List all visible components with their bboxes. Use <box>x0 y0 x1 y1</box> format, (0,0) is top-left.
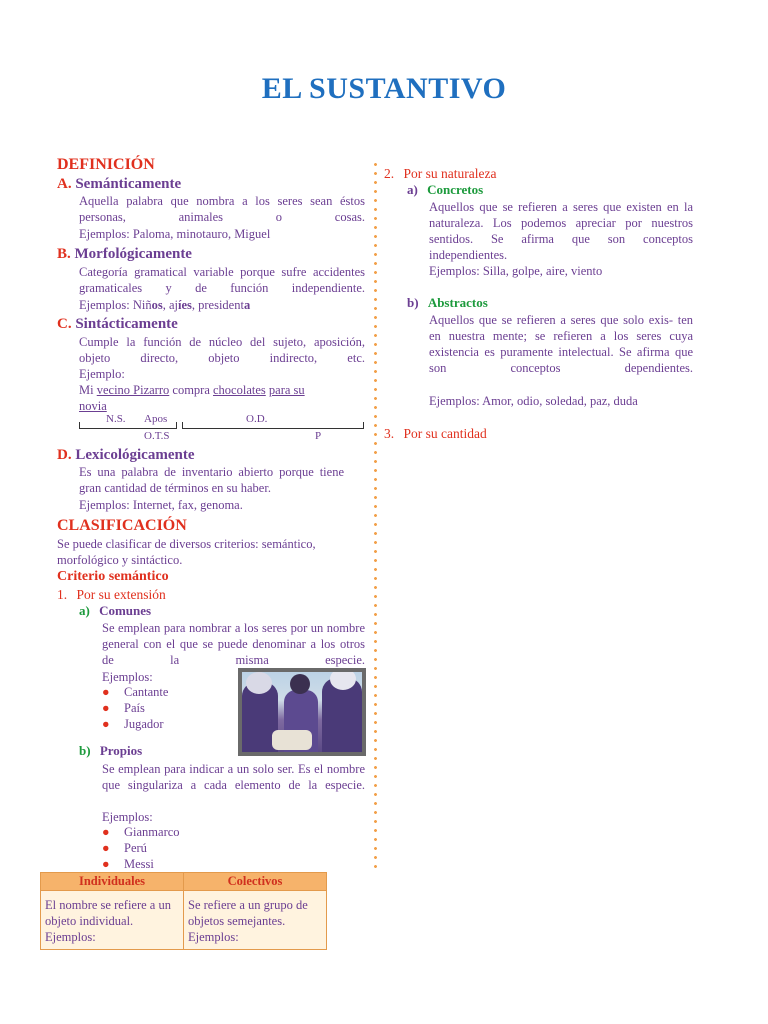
table-header-individuales: Individuales <box>41 873 184 891</box>
section-b-text: Categoría gramatical variable porque sufre accidentes gramaticales y de función independiente. <box>79 265 365 295</box>
section-a-letter: A. <box>57 176 72 192</box>
sentence-part-3: compra <box>169 383 213 397</box>
section-c-heading <box>57 316 178 333</box>
label-ots: O.T.S <box>144 430 170 442</box>
item-1-text: Por su extensión <box>76 587 166 602</box>
abstractos-title: Abstractos <box>427 295 488 310</box>
table-cell-individuales: El nombre se refiere a un objeto individual. Ejemplos: <box>41 891 184 950</box>
b-ex-ies: íes <box>177 298 192 312</box>
b-ex-mid2: , president <box>191 298 244 312</box>
section-d-heading <box>57 447 194 464</box>
table-row <box>41 891 327 950</box>
comunes-text: Se emplean para nombrar a los seres por un nombre general con el que se puede denominar a los otros de la misma especie. <box>102 621 365 667</box>
item-2-text: Por su naturaleza <box>403 166 497 181</box>
item-3-heading <box>384 426 487 442</box>
propios-item-3: ● Messi <box>102 857 154 871</box>
item-2-heading <box>384 166 496 182</box>
bullet-icon: ● <box>102 857 110 871</box>
section-a-heading <box>57 176 181 193</box>
section-c-title: Sintácticamente <box>75 316 178 332</box>
table-header-colectivos: Colectivos <box>184 873 327 891</box>
section-c-text: Cumple la función de núcleo del sujeto, aposición, objeto directo, objeto indirecto, etc. <box>79 335 365 365</box>
comunes-item-2: ● País <box>102 701 145 715</box>
propios-heading <box>79 743 142 759</box>
b-ex-mid1: , aj <box>162 298 178 312</box>
b-ex-o: os <box>151 298 163 312</box>
sentence-part-2: vecino Pizarro <box>96 383 170 397</box>
comunes-letter: a) <box>79 603 90 618</box>
heading-clasificacion: CLASIFICACIÓN <box>57 517 187 534</box>
b-ex-pre: Ejemplos: Niñ <box>79 298 152 312</box>
sentence-part-7: novia <box>79 399 107 413</box>
brace-ots <box>79 422 177 429</box>
propios-examples-label: Ejemplos: <box>102 810 153 824</box>
item-3-number: 3. <box>384 426 395 441</box>
propios-title: Propios <box>99 743 143 758</box>
comunes-item-1: ● Cantante <box>102 685 169 699</box>
section-b-heading <box>57 246 192 263</box>
bullet-icon: ● <box>102 841 110 855</box>
section-d-examples: Ejemplos: Internet, fax, genoma. <box>79 498 243 512</box>
section-b-title: Morfológicamente <box>74 246 192 262</box>
item-1-heading <box>57 587 166 603</box>
column-divider <box>374 160 377 870</box>
section-d-text: Es una palabra de inventario abierto porque tiene gran cantidad de términos en su haber. <box>79 465 344 495</box>
comunes-heading <box>79 603 151 619</box>
section-a-title: Semánticamente <box>75 176 182 192</box>
bullet-icon: ● <box>102 825 110 839</box>
item-2-number: 2. <box>384 166 395 181</box>
clasificacion-text: Se puede clasificar de diversos criterios: semántico, morfológico y sintáctico. <box>57 537 316 567</box>
sentence-part-1: Mi <box>79 383 97 397</box>
label-p: P <box>315 430 322 442</box>
bullet-icon: ● <box>102 701 110 715</box>
bullet-icon: ● <box>102 685 110 699</box>
clasificacion-table <box>40 872 327 950</box>
concretos-text: Aquellos que se refieren a seres que existen en la naturaleza. Los podemos apreciar por nuestros sentidos. Se afirma que son conceptos independientes. <box>429 200 693 262</box>
brace-predicate <box>182 422 364 429</box>
bullet-icon: ● <box>102 717 110 731</box>
item-1-number: 1. <box>57 587 68 602</box>
propios-letter: b) <box>79 743 91 758</box>
label-od: O.D. <box>246 413 268 425</box>
abstractos-heading <box>407 295 488 311</box>
b-ex-a: a <box>243 298 251 312</box>
concretos-title: Concretos <box>427 182 484 197</box>
sentence-part-6: para su <box>268 383 305 397</box>
concretos-heading <box>407 182 483 198</box>
section-b-letter: B. <box>57 246 71 262</box>
comunes-title: Comunes <box>99 603 152 618</box>
table-cell-colectivos: Se refiere a un grupo de objetos semejantes. Ejemplos: <box>184 891 327 950</box>
propios-text: Se emplean para indicar a un solo ser. Es el nombre que singulariza a cada elemento de la especie. <box>102 762 365 792</box>
heading-definicion: DEFINICIÓN <box>57 156 155 173</box>
sentence-part-4: chocolates <box>213 383 266 397</box>
abstractos-examples: Ejemplos: Amor, odio, soledad, paz, duda <box>429 394 638 408</box>
propios-item-1: ● Gianmarco <box>102 825 180 839</box>
table-header-row <box>41 873 327 891</box>
section-d-letter: D. <box>57 447 72 463</box>
section-a-examples: Ejemplos: Paloma, minotauro, Miguel <box>79 227 271 241</box>
section-c-letter: C. <box>57 316 72 332</box>
section-c-example-sentence <box>79 382 349 414</box>
comunes-examples-label: Ejemplos: <box>102 670 153 684</box>
section-b-examples <box>79 297 250 313</box>
heading-criterio-semantico: Criterio semántico <box>57 569 169 584</box>
comunes-item-3: ● Jugador <box>102 717 164 731</box>
section-a-text: Aquella palabra que nombra a los seres sean éstos personas, animales o cosas. <box>79 194 365 224</box>
item-3-text: Por su cantidad <box>403 426 487 441</box>
label-apos: Apos <box>144 413 168 425</box>
page-title: EL SUSTANTIVO <box>261 72 507 105</box>
propios-item-2: ● Perú <box>102 841 147 855</box>
abstractos-letter: b) <box>407 295 419 310</box>
football-players-photo <box>238 668 366 756</box>
label-ns: N.S. <box>106 413 126 425</box>
section-c-ejemplo-label: Ejemplo: <box>79 367 125 381</box>
concretos-letter: a) <box>407 182 418 197</box>
concretos-examples: Ejemplos: Silla, golpe, aire, viento <box>429 264 603 278</box>
section-d-title: Lexicológicamente <box>75 447 195 463</box>
abstractos-text: Aquellos que se refieren a seres que solo exis- ten en nuestra mente; se refieren a los seres cuya existencia es puramente intelectual. Se afirma que son conceptos dependientes. <box>429 313 693 375</box>
